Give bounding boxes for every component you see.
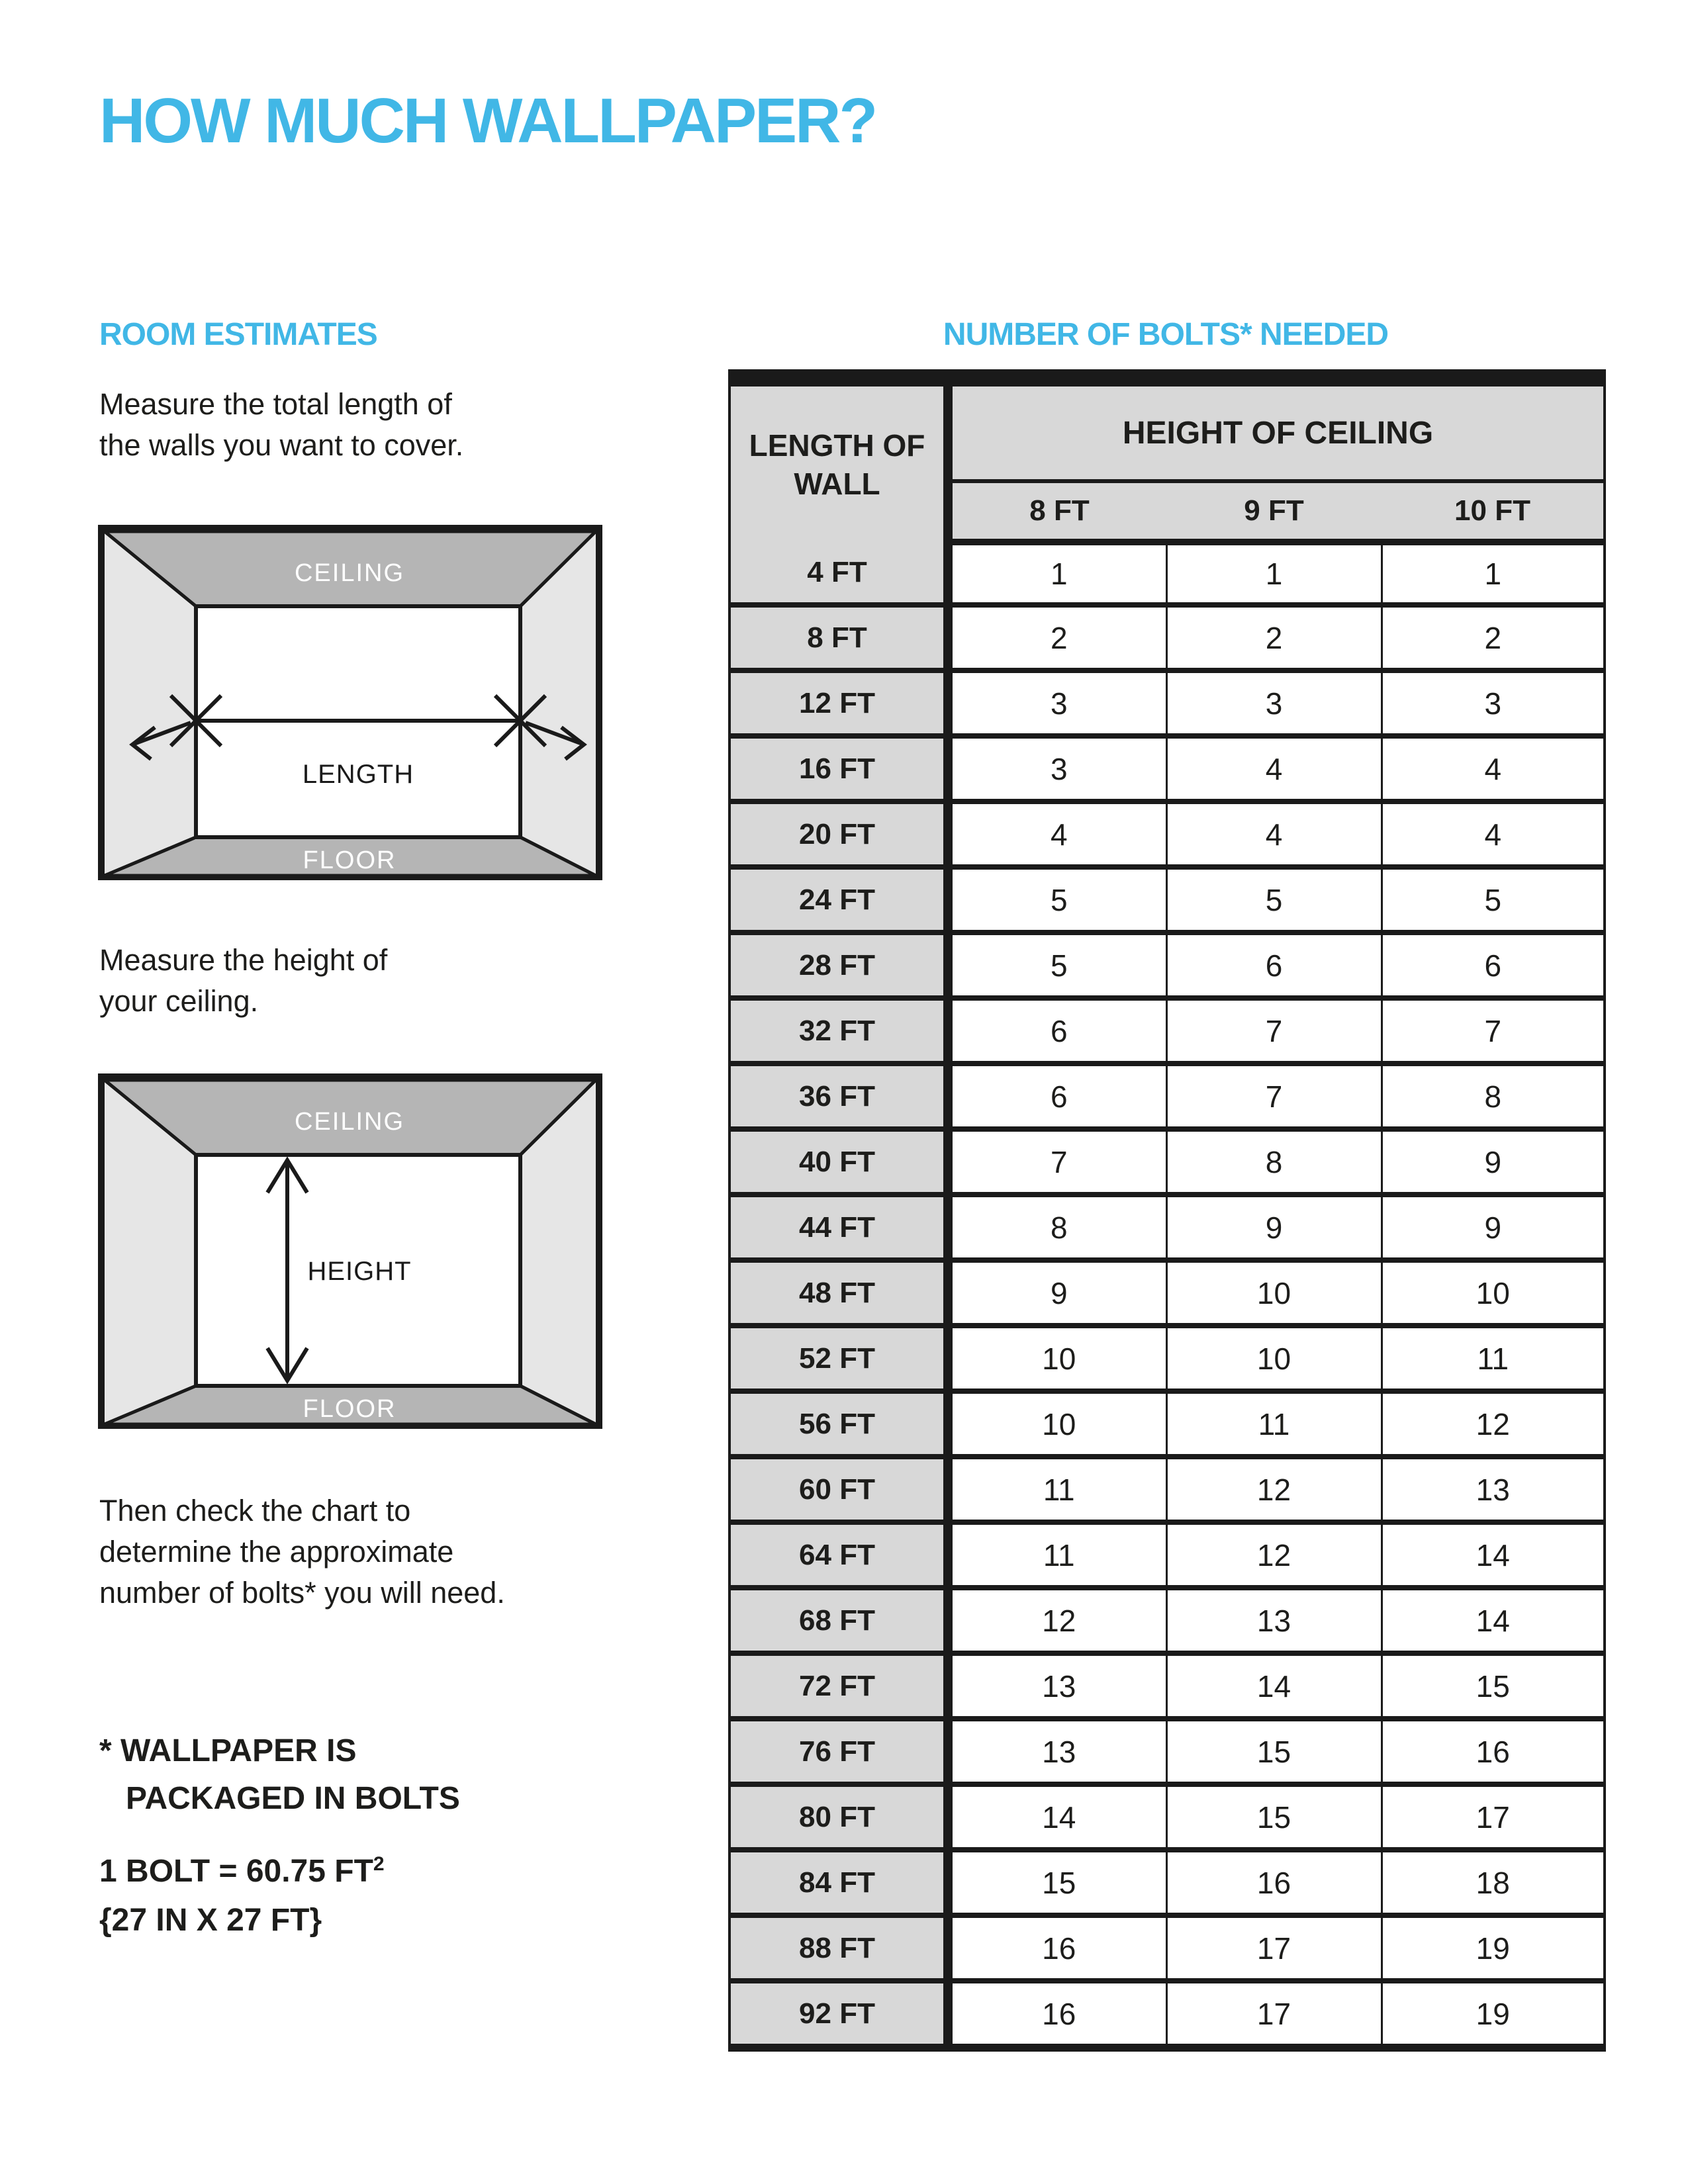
value-cell: 17 — [1166, 1981, 1382, 2048]
value-cell: 9 — [1382, 1195, 1605, 1260]
row-label-cell: 92 FT — [729, 1981, 948, 2048]
value-cell: 19 — [1382, 1915, 1605, 1981]
value-cell: 8 — [948, 1195, 1166, 1260]
room-estimates-heading: ROOM ESTIMATES — [99, 317, 377, 352]
value-cell: 17 — [1166, 1915, 1382, 1981]
row-label-cell: 68 FT — [729, 1588, 948, 1653]
room-length-diagram — [98, 525, 602, 882]
length-of-wall-header: LENGTH OF WALL — [729, 378, 948, 542]
value-cell: 17 — [1382, 1784, 1605, 1850]
measure-length-paragraph — [99, 384, 463, 466]
value-cell: 6 — [1166, 933, 1382, 998]
table-row — [729, 1391, 1605, 1457]
paragraph-line: Then check the chart to — [99, 1494, 411, 1527]
value-cell: 1 — [1166, 542, 1382, 605]
value-cell: 11 — [948, 1457, 1166, 1522]
bolt-equation-superscript: 2 — [373, 1853, 385, 1875]
row-label-cell: 60 FT — [729, 1457, 948, 1522]
row-label-cell: 12 FT — [729, 670, 948, 736]
table-row — [729, 542, 1605, 605]
paragraph-line: number of bolts* you will need. — [99, 1576, 505, 1610]
column-header-10ft: 10 FT — [1382, 481, 1605, 542]
row-label-cell: 8 FT — [729, 605, 948, 670]
column-header-9ft: 9 FT — [1166, 481, 1382, 542]
table-row — [729, 1195, 1605, 1260]
paragraph-line: Measure the height of — [99, 943, 388, 977]
value-cell: 4 — [1166, 736, 1382, 801]
value-cell: 10 — [1166, 1326, 1382, 1391]
value-cell: 8 — [1382, 1064, 1605, 1129]
value-cell: 5 — [948, 933, 1166, 998]
value-cell: 3 — [1382, 670, 1605, 736]
value-cell: 11 — [1382, 1326, 1605, 1391]
value-cell: 3 — [948, 736, 1166, 801]
value-cell: 11 — [1166, 1391, 1382, 1457]
value-cell: 3 — [1166, 670, 1382, 736]
table-row — [729, 1522, 1605, 1588]
row-label-cell: 84 FT — [729, 1850, 948, 1915]
row-label-cell: 48 FT — [729, 1260, 948, 1326]
value-cell: 12 — [1382, 1391, 1605, 1457]
table-row — [729, 736, 1605, 801]
table-row — [729, 1457, 1605, 1522]
value-cell: 13 — [948, 1719, 1166, 1784]
bolt-equation-text: 1 BOLT = 60.75 FT — [99, 1854, 373, 1889]
table-row — [729, 1653, 1605, 1719]
value-cell: 5 — [1382, 867, 1605, 933]
value-cell: 13 — [1382, 1457, 1605, 1522]
value-cell: 2 — [1166, 605, 1382, 670]
table-row — [729, 933, 1605, 998]
table-row — [729, 1850, 1605, 1915]
value-cell: 6 — [948, 1064, 1166, 1129]
paragraph-line: your ceiling. — [99, 984, 259, 1018]
table-row — [729, 670, 1605, 736]
value-cell: 4 — [1166, 801, 1382, 867]
bolt-equation — [99, 1853, 385, 1889]
room-height-diagram — [98, 1073, 602, 1431]
table-row — [729, 867, 1605, 933]
value-cell: 7 — [948, 1129, 1166, 1195]
table-row — [729, 1260, 1605, 1326]
floor-label: FLOOR — [303, 846, 397, 874]
row-label-cell: 16 FT — [729, 736, 948, 801]
wallpaper-bolts-footnote — [99, 1727, 460, 1823]
value-cell: 16 — [948, 1981, 1166, 2048]
row-label-cell: 20 FT — [729, 801, 948, 867]
value-cell: 12 — [1166, 1522, 1382, 1588]
paragraph-line: Measure the total length of — [99, 387, 452, 421]
table-row — [729, 1064, 1605, 1129]
row-label-cell: 88 FT — [729, 1915, 948, 1981]
value-cell: 7 — [1166, 998, 1382, 1064]
value-cell: 4 — [1382, 736, 1605, 801]
table-row — [729, 1784, 1605, 1850]
value-cell: 2 — [948, 605, 1166, 670]
value-cell: 16 — [1382, 1719, 1605, 1784]
table-row — [729, 1981, 1605, 2048]
value-cell: 13 — [1166, 1588, 1382, 1653]
value-cell: 7 — [1382, 998, 1605, 1064]
value-cell: 6 — [948, 998, 1166, 1064]
value-cell: 6 — [1382, 933, 1605, 998]
value-cell: 19 — [1382, 1981, 1605, 2048]
bolts-needed-heading: NUMBER OF BOLTS* NEEDED — [943, 317, 1389, 352]
bolt-dimensions: {27 IN X 27 FT} — [99, 1903, 322, 1938]
table-row — [729, 1719, 1605, 1784]
value-cell: 10 — [1166, 1260, 1382, 1326]
table-row — [729, 1326, 1605, 1391]
table-row — [729, 801, 1605, 867]
value-cell: 11 — [948, 1522, 1166, 1588]
footnote-line: PACKAGED IN BOLTS — [126, 1781, 460, 1816]
value-cell: 4 — [948, 801, 1166, 867]
page-title: HOW MUCH WALLPAPER? — [99, 85, 876, 156]
value-cell: 16 — [1166, 1850, 1382, 1915]
row-label-cell: 36 FT — [729, 1064, 948, 1129]
ceiling-label: CEILING — [294, 559, 405, 587]
row-label-cell: 24 FT — [729, 867, 948, 933]
row-label-cell: 32 FT — [729, 998, 948, 1064]
length-label: LENGTH — [302, 760, 414, 789]
table-row — [729, 1129, 1605, 1195]
value-cell: 13 — [948, 1653, 1166, 1719]
value-cell: 1 — [948, 542, 1166, 605]
row-label-cell: 52 FT — [729, 1326, 948, 1391]
value-cell: 10 — [1382, 1260, 1605, 1326]
paragraph-line: determine the approximate — [99, 1535, 454, 1569]
table-row — [729, 605, 1605, 670]
value-cell: 14 — [1166, 1653, 1382, 1719]
bolts-table — [728, 369, 1606, 2052]
value-cell: 9 — [948, 1260, 1166, 1326]
table-row — [729, 1915, 1605, 1981]
value-cell: 1 — [1382, 542, 1605, 605]
value-cell: 12 — [948, 1588, 1166, 1653]
check-chart-paragraph — [99, 1490, 505, 1614]
value-cell: 9 — [1166, 1195, 1382, 1260]
value-cell: 18 — [1382, 1850, 1605, 1915]
value-cell: 14 — [948, 1784, 1166, 1850]
value-cell: 5 — [1166, 867, 1382, 933]
value-cell: 10 — [948, 1391, 1166, 1457]
row-label-cell: 28 FT — [729, 933, 948, 998]
height-label: HEIGHT — [307, 1257, 412, 1286]
row-label-cell: 4 FT — [729, 542, 948, 605]
height-of-ceiling-header: HEIGHT OF CEILING — [948, 378, 1605, 481]
table-header-row — [729, 378, 1605, 481]
value-cell: 14 — [1382, 1588, 1605, 1653]
value-cell: 15 — [1382, 1653, 1605, 1719]
paragraph-line: the walls you want to cover. — [99, 428, 464, 462]
measure-height-paragraph — [99, 940, 387, 1022]
value-cell: 12 — [1166, 1457, 1382, 1522]
row-label-cell: 44 FT — [729, 1195, 948, 1260]
value-cell: 15 — [948, 1850, 1166, 1915]
row-label-cell: 72 FT — [729, 1653, 948, 1719]
value-cell: 15 — [1166, 1719, 1382, 1784]
table-row — [729, 1588, 1605, 1653]
value-cell: 3 — [948, 670, 1166, 736]
row-label-cell: 80 FT — [729, 1784, 948, 1850]
value-cell: 14 — [1382, 1522, 1605, 1588]
row-label-cell: 64 FT — [729, 1522, 948, 1588]
row-label-cell: 76 FT — [729, 1719, 948, 1784]
footnote-line: * WALLPAPER IS — [99, 1733, 357, 1768]
row-label-cell: 56 FT — [729, 1391, 948, 1457]
floor-label: FLOOR — [303, 1395, 397, 1423]
ceiling-label: CEILING — [294, 1108, 405, 1136]
value-cell: 7 — [1166, 1064, 1382, 1129]
value-cell: 16 — [948, 1915, 1166, 1981]
value-cell: 10 — [948, 1326, 1166, 1391]
value-cell: 5 — [948, 867, 1166, 933]
column-header-8ft: 8 FT — [948, 481, 1166, 542]
table-row — [729, 998, 1605, 1064]
value-cell: 9 — [1382, 1129, 1605, 1195]
value-cell: 8 — [1166, 1129, 1382, 1195]
row-label-cell: 40 FT — [729, 1129, 948, 1195]
value-cell: 15 — [1166, 1784, 1382, 1850]
value-cell: 4 — [1382, 801, 1605, 867]
value-cell: 2 — [1382, 605, 1605, 670]
